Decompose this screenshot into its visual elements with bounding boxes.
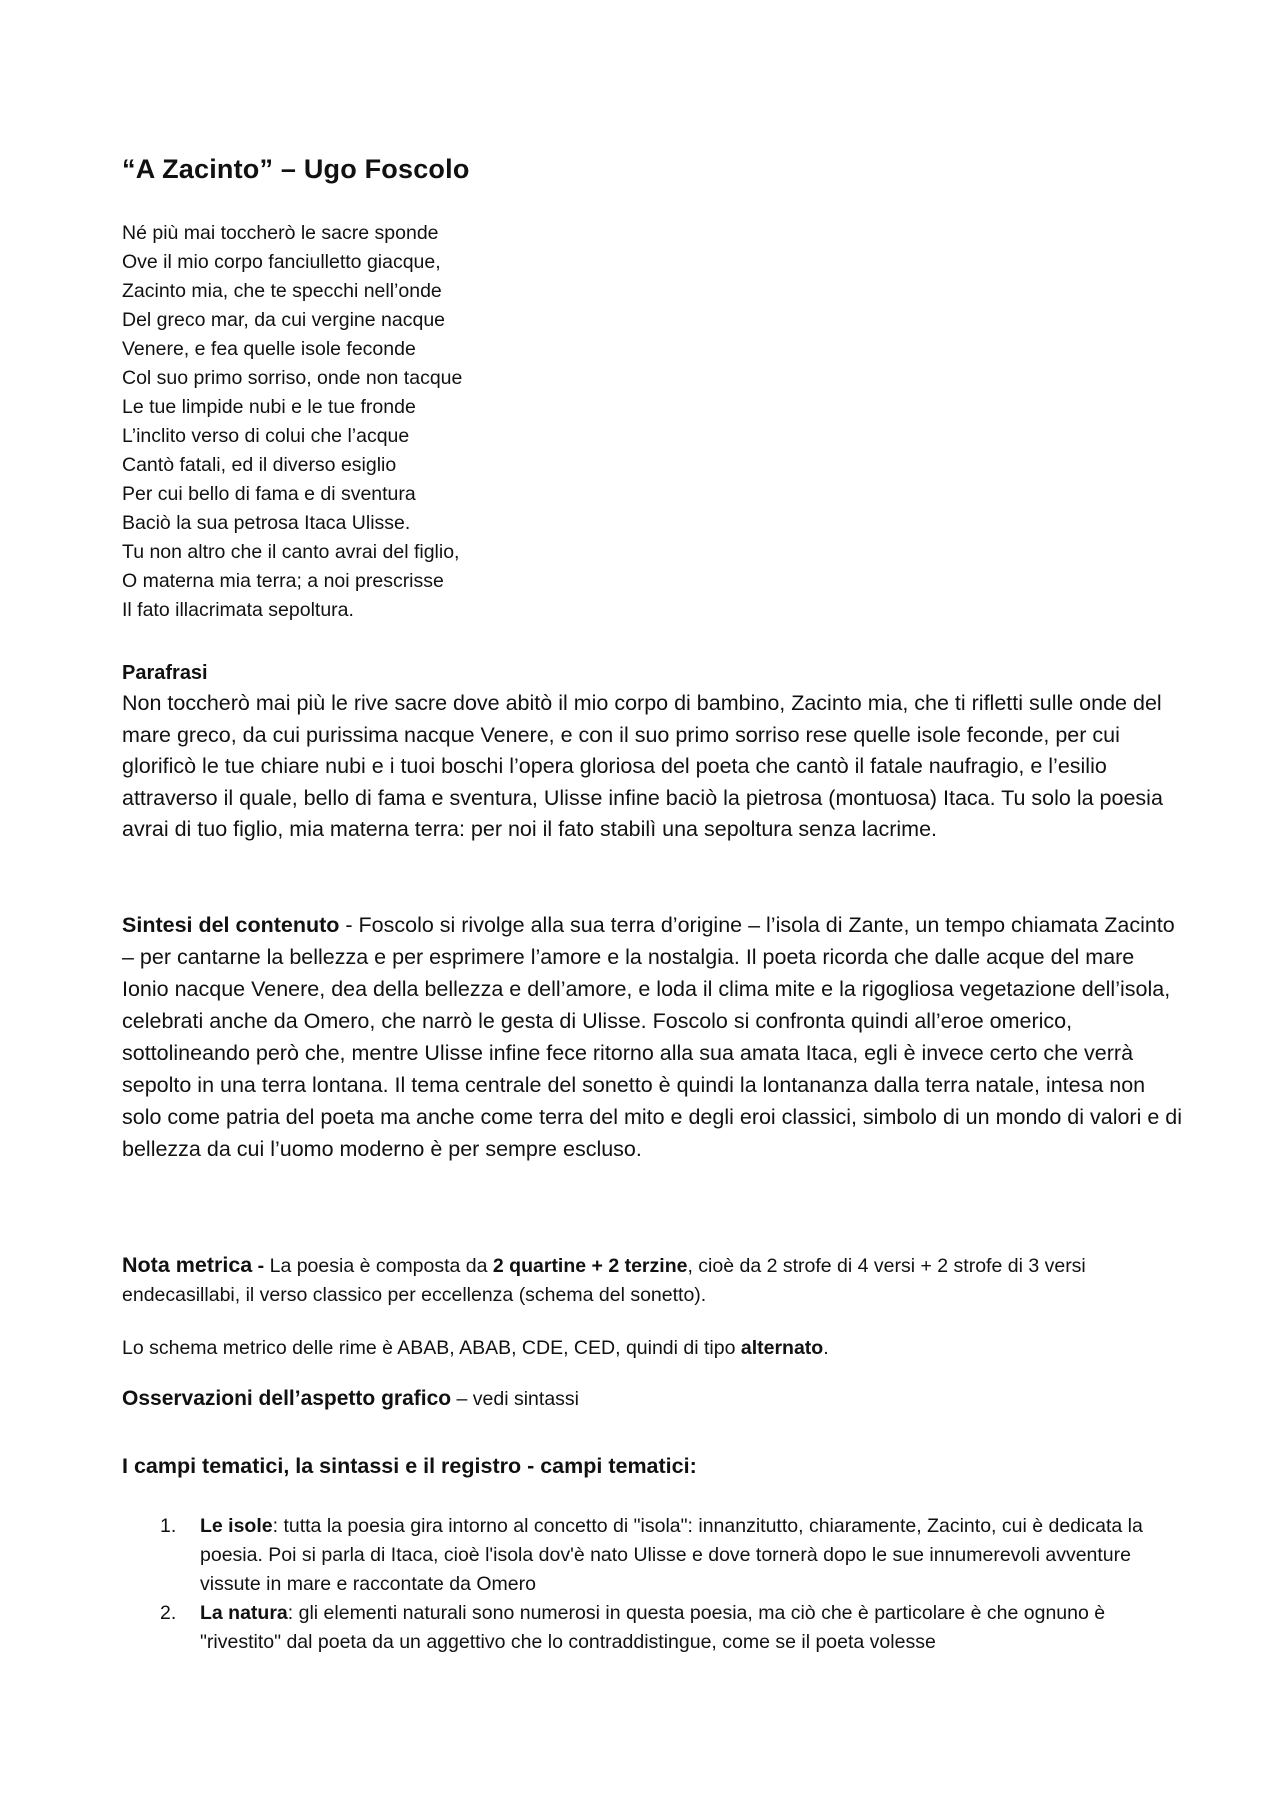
nota-metrica-bold: 2 quartine + 2 terzine [492, 1255, 688, 1277]
poem-text [122, 219, 462, 625]
nota-metrica-text-pre: La poesia è composta da [269, 1255, 493, 1277]
sintesi-paragraph [122, 909, 1182, 1165]
list-item-label: La natura [200, 1602, 288, 1624]
poem-line: Cantò fatali, ed il diverso esiglio [122, 454, 397, 476]
list-item-text: : gli elementi naturali sono numerosi in questa poesia, ma ciò che è particolare è che ognuno è "rivestito" dal poeta da un aggettivo che lo contraddistingue, come se il poeta volesse [200, 1602, 1106, 1653]
poem-line: Tu non altro che il canto avrai del figlio, [122, 541, 460, 563]
osservazioni-label: Osservazioni dell’aspetto grafico [122, 1387, 452, 1410]
list-item-number: 2. [160, 1602, 177, 1624]
parafrasi-heading: Parafrasi [122, 662, 208, 684]
poem-line: Ove il mio corpo fanciulletto giacque, [122, 251, 441, 273]
list-item [160, 1599, 1160, 1657]
schema-metrico-paragraph [122, 1334, 1182, 1363]
poem-line: L’inclito verso di colui che l’acque [122, 425, 410, 447]
poem-line: Il fato illacrimata sepoltura. [122, 599, 354, 621]
poem-line: Per cui bello di fama e di sventura [122, 483, 416, 505]
nota-metrica-text-post: , cioè da 2 strofe di 4 versi + 2 strofe di 3 versi endecasillabi, il verso classico per eccellenza (schema del sonetto). [122, 1255, 1086, 1306]
poem-line: O materna mia terra; a noi prescrisse [122, 570, 444, 592]
schema-text-pre: Lo schema metrico delle rime è ABAB, ABAB, CDE, CED, quindi di tipo [122, 1337, 741, 1359]
poem-line: Del greco mar, da cui vergine nacque [122, 309, 446, 331]
poem-line: Le tue limpide nubi e le tue fronde [122, 396, 416, 418]
list-item-label: Le isole [200, 1515, 273, 1537]
campi-tematici-heading: I campi tematici, la sintassi e il registro - campi tematici: [122, 1454, 697, 1478]
nota-metrica-paragraph [122, 1251, 1182, 1310]
sintesi-label: Sintesi del contenuto [122, 913, 340, 937]
poem-line: Né più mai toccherò le sacre sponde [122, 222, 439, 244]
list-item-number: 1. [160, 1515, 177, 1537]
schema-bold: alternato [740, 1337, 824, 1359]
osservazioni-paragraph [122, 1384, 1182, 1414]
parafrasi-section [122, 658, 1182, 846]
campi-tematici-list [160, 1512, 1160, 1657]
poem-line: Venere, e fea quelle isole feconde [122, 338, 416, 360]
nota-metrica-separator: - [252, 1255, 270, 1277]
poem-line: Zacinto mia, che te specchi nell’onde [122, 280, 442, 302]
poem-line: Baciò la sua petrosa Itaca Ulisse. [122, 512, 411, 534]
list-item [160, 1512, 1160, 1599]
schema-text-post: . [823, 1337, 829, 1359]
sintesi-text: Foscolo si rivolge alla sua terra d’origine – l’isola di Zante, un tempo chiamata Zacinto – per cantarne la bellezza e per esprimere l’amore e la nostalgia. Il poeta ricorda che dalle acque del mare Ionio nacque Venere, dea della bellezza e dell’amore, e loda il clima mite e la rigogliosa vegetazione dell’isola, celebrati anche da Omero, che narrò le gesta di Ulisse. Foscolo si confronta quindi all’eroe omerico, sottolineando però che, mentre Ulisse infine fece ritorno alla sua amata Itaca, egli è invece certo che verrà sepolto in una terra lontana. Il tema centrale del sonetto è quindi la lontananza dalla terra natale, intesa non solo come patria del poeta ma anche come terra del mito e degli eroi classici, simbolo di un mondo di valori e di bellezza da cui l’uomo moderno è per sempre escluso. [122, 913, 1183, 1161]
osservazioni-text: – vedi sintassi [451, 1388, 580, 1410]
sintesi-separator: - [339, 913, 359, 937]
poem-line: Col suo primo sorriso, onde non tacque [122, 367, 463, 389]
nota-metrica-label: Nota metrica [122, 1253, 253, 1277]
document-title: “A Zacinto” – Ugo Foscolo [122, 154, 470, 184]
list-item-text: : tutta la poesia gira intorno al concetto di "isola": innanzitutto, chiaramente, Zacinto, cui è dedicata la poesia. Poi si parla di Itaca, cioè l'isola dov'è nato Ulisse e dove tornerà dopo le sue innumerevoli avventure vissute in mare e raccontate da Omero [200, 1515, 1143, 1595]
parafrasi-text: Non toccherò mai più le rive sacre dove abitò il mio corpo di bambino, Zacinto mia, che ti rifletti sulle onde del mare greco, da cui purissima nacque Venere, e con il suo primo sorriso rese quelle isole feconde, per cui glorificò le tue chiare nubi e i tuoi boschi l’opera gloriosa del poeta che cantò il fatale naufragio, e l’esilio attraverso il quale, bello di fama e sventura, Ulisse infine baciò la pietrosa (montuosa) Itaca. Tu solo la poesia avrai di tuo figlio, mia materna terra: per noi il fato stabilì una sepoltura senza lacrime. [122, 691, 1163, 841]
